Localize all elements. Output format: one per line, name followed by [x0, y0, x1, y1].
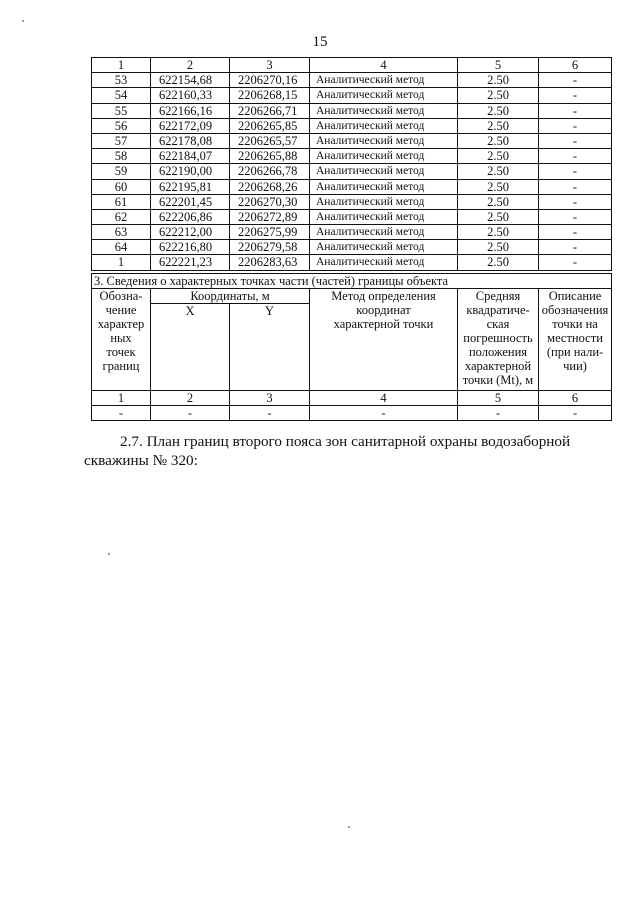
scan-dot — [348, 826, 350, 828]
table-row — [92, 240, 612, 255]
cell-col-3: 2206266,78 — [230, 164, 310, 179]
header-designation: Обозна- чение характер ных точек границ — [92, 289, 151, 391]
cell-col-1: 60 — [92, 179, 151, 194]
empty-row — [92, 406, 612, 421]
cell-col-3: 2206275,99 — [230, 225, 310, 240]
table-row — [92, 225, 612, 240]
empty-cell-3: - — [230, 406, 310, 421]
cell-col-1: 59 — [92, 164, 151, 179]
cell-col-1: 57 — [92, 133, 151, 148]
cell-col-2: 622190,00 — [151, 164, 230, 179]
cell-col-1: 55 — [92, 103, 151, 118]
cell-col-5: 2.50 — [458, 225, 539, 240]
table-row — [92, 88, 612, 103]
header-y: Y — [230, 304, 310, 391]
cell-col-1: 61 — [92, 194, 151, 209]
header-x: X — [151, 304, 230, 391]
cell-col-6: - — [539, 240, 612, 255]
table-row — [92, 255, 612, 270]
header-cell-1: 1 — [92, 58, 151, 73]
table-row — [92, 179, 612, 194]
cell-col-6: - — [539, 103, 612, 118]
cell-col-5: 2.50 — [458, 164, 539, 179]
cell-col-3: 2206279,58 — [230, 240, 310, 255]
cell-col-6: - — [539, 149, 612, 164]
header-cell-3: 3 — [230, 58, 310, 73]
table-row — [92, 149, 612, 164]
cell-col-5: 2.50 — [458, 194, 539, 209]
cell-col-3: 2206272,89 — [230, 209, 310, 224]
cell-col-6: - — [539, 194, 612, 209]
empty-cell-6: - — [539, 406, 612, 421]
cell-col-4: Аналитический метод — [310, 225, 458, 240]
cell-col-4: Аналитический метод — [310, 118, 458, 133]
cell-col-3: 2206265,85 — [230, 118, 310, 133]
header-description: Описание обозначения точки на местности (при нали- чии) — [539, 289, 612, 391]
column-number-row — [92, 391, 612, 406]
cell-col-6: - — [539, 118, 612, 133]
cell-col-2: 622201,45 — [151, 194, 230, 209]
cell-col-1: 56 — [92, 118, 151, 133]
column-number-cell-4: 4 — [310, 391, 458, 406]
column-number-cell-5: 5 — [458, 391, 539, 406]
cell-col-1: 1 — [92, 255, 151, 270]
cell-col-3: 2206266,71 — [230, 103, 310, 118]
header-cell-2: 2 — [151, 58, 230, 73]
cell-col-1: 62 — [92, 209, 151, 224]
cell-col-4: Аналитический метод — [310, 255, 458, 270]
cell-col-1: 64 — [92, 240, 151, 255]
cell-col-4: Аналитический метод — [310, 209, 458, 224]
cell-col-4: Аналитический метод — [310, 103, 458, 118]
cell-col-6: - — [539, 225, 612, 240]
table-row — [92, 103, 612, 118]
cell-col-2: 622178,08 — [151, 133, 230, 148]
empty-cell-1: - — [92, 406, 151, 421]
cell-col-3: 2206283,63 — [230, 255, 310, 270]
paragraph-line-2: скважины № 320: — [84, 452, 198, 469]
cell-col-4: Аналитический метод — [310, 149, 458, 164]
cell-col-5: 2.50 — [458, 133, 539, 148]
cell-col-2: 622221,23 — [151, 255, 230, 270]
empty-cell-4: - — [310, 406, 458, 421]
cell-col-4: Аналитический метод — [310, 88, 458, 103]
column-number-cell-3: 3 — [230, 391, 310, 406]
cell-col-3: 2206268,26 — [230, 179, 310, 194]
cell-col-5: 2.50 — [458, 118, 539, 133]
cell-col-2: 622212,00 — [151, 225, 230, 240]
cell-col-5: 2.50 — [458, 240, 539, 255]
cell-col-2: 622160,33 — [151, 88, 230, 103]
scan-dot — [108, 553, 110, 555]
empty-cell-2: - — [151, 406, 230, 421]
cell-col-4: Аналитический метод — [310, 240, 458, 255]
table-row — [92, 194, 612, 209]
header-cell-6: 6 — [539, 58, 612, 73]
cell-col-3: 2206270,30 — [230, 194, 310, 209]
cell-col-4: Аналитический метод — [310, 164, 458, 179]
cell-col-2: 622172,09 — [151, 118, 230, 133]
cell-col-3: 2206270,16 — [230, 73, 310, 88]
cell-col-5: 2.50 — [458, 209, 539, 224]
cell-col-1: 53 — [92, 73, 151, 88]
paragraph-line-1: 2.7. План границ второго пояса зон санитарной охраны водозаборной — [120, 433, 571, 450]
cell-col-2: 622154,68 — [151, 73, 230, 88]
column-number-cell-2: 2 — [151, 391, 230, 406]
header-coordinates: Координаты, м — [151, 289, 310, 304]
cell-col-1: 63 — [92, 225, 151, 240]
cell-col-5: 2.50 — [458, 73, 539, 88]
cell-col-4: Аналитический метод — [310, 73, 458, 88]
cell-col-2: 622184,07 — [151, 149, 230, 164]
cell-col-4: Аналитический метод — [310, 179, 458, 194]
column-number-cell-6: 6 — [539, 391, 612, 406]
cell-col-6: - — [539, 133, 612, 148]
section-2-7-paragraph — [84, 432, 612, 470]
table-row — [92, 118, 612, 133]
cell-col-6: - — [539, 255, 612, 270]
cell-col-5: 2.50 — [458, 255, 539, 270]
column-number-cell-1: 1 — [92, 391, 151, 406]
cell-col-2: 622195,81 — [151, 179, 230, 194]
cell-col-3: 2206265,88 — [230, 149, 310, 164]
cell-col-6: - — [539, 164, 612, 179]
cell-col-6: - — [539, 179, 612, 194]
cell-col-2: 622216,80 — [151, 240, 230, 255]
cell-col-6: - — [539, 73, 612, 88]
cell-col-3: 2206268,15 — [230, 88, 310, 103]
cell-col-3: 2206265,57 — [230, 133, 310, 148]
table-row — [92, 133, 612, 148]
section-3-table — [91, 273, 612, 421]
empty-cell-5: - — [458, 406, 539, 421]
cell-col-5: 2.50 — [458, 103, 539, 118]
cell-col-4: Аналитический метод — [310, 133, 458, 148]
cell-col-4: Аналитический метод — [310, 194, 458, 209]
coordinates-table — [91, 57, 612, 271]
cell-col-5: 2.50 — [458, 179, 539, 194]
cell-col-5: 2.50 — [458, 88, 539, 103]
cell-col-1: 58 — [92, 149, 151, 164]
table-row — [92, 209, 612, 224]
cell-col-2: 622206,86 — [151, 209, 230, 224]
cell-col-5: 2.50 — [458, 149, 539, 164]
cell-col-2: 622166,16 — [151, 103, 230, 118]
cell-col-6: - — [539, 209, 612, 224]
table-header-row — [92, 58, 612, 73]
scan-dot — [22, 20, 24, 22]
header-cell-4: 4 — [310, 58, 458, 73]
section-title: 3. Сведения о характерных точках части (частей) границы объекта — [92, 274, 612, 289]
header-cell-5: 5 — [458, 58, 539, 73]
cell-col-1: 54 — [92, 88, 151, 103]
header-method: Метод определения координат характерной точки — [310, 289, 458, 391]
header-error: Средняя квадратиче- ская погрешность положения характерной точки (Mt), м — [458, 289, 539, 391]
page-number: 15 — [312, 34, 328, 50]
table-row — [92, 73, 612, 88]
table-row — [92, 164, 612, 179]
cell-col-6: - — [539, 88, 612, 103]
